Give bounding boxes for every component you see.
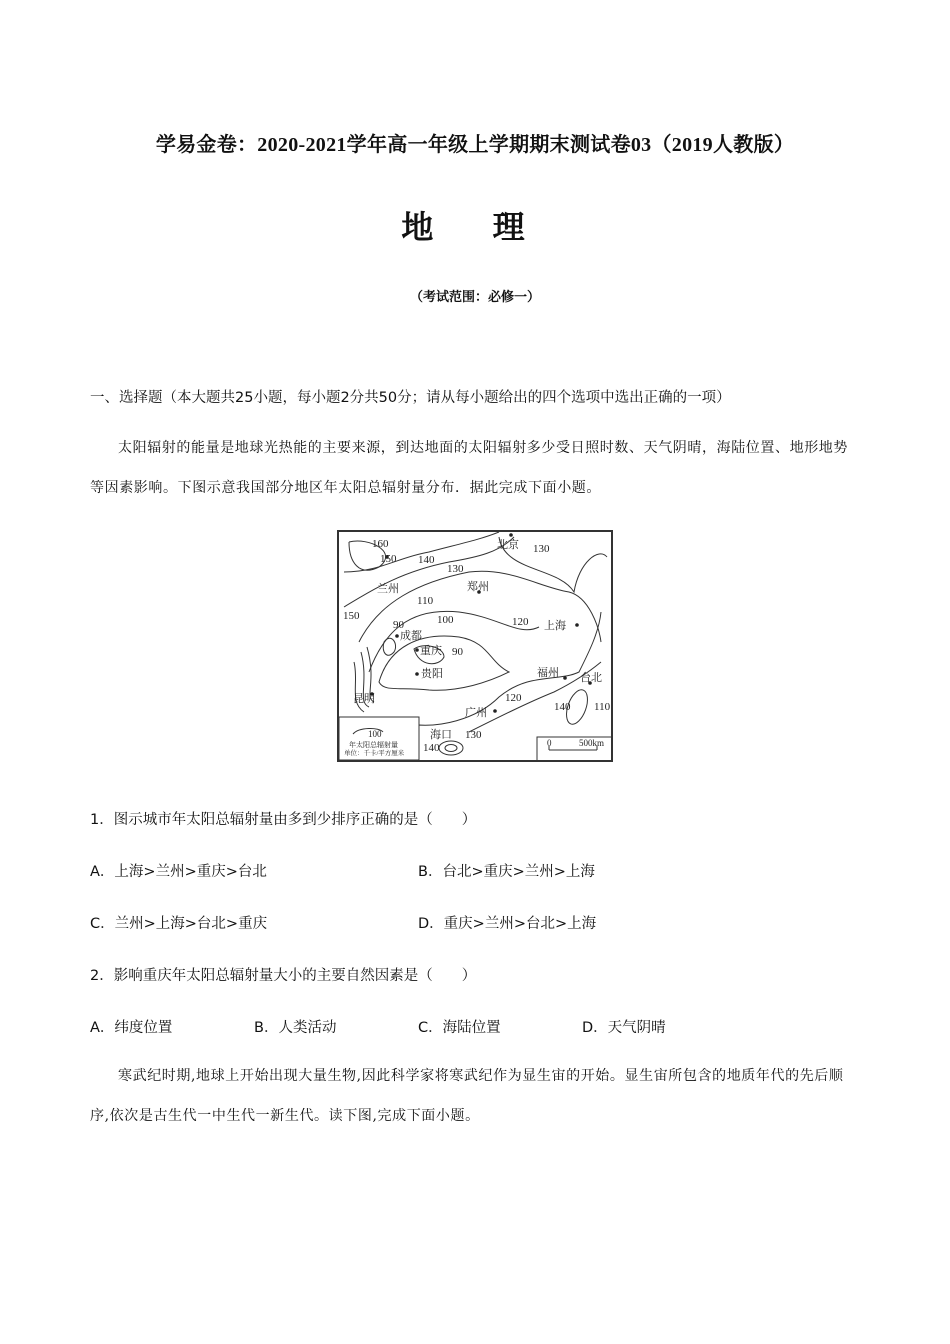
question-2-option-b: B．人类活动	[254, 1020, 337, 1036]
city-label: 北京	[497, 539, 519, 551]
solar-radiation-map	[337, 530, 613, 762]
question-1-option-c: C．兰州>上海>台北>重庆	[90, 916, 268, 932]
contour-label: 150	[380, 553, 397, 565]
exam-scope: （考试范围：必修一）	[409, 290, 540, 305]
contour-label: 100	[437, 614, 454, 626]
question-2-stem: 2．影响重庆年太阳总辐射量大小的主要自然因素是（ ）	[90, 968, 477, 984]
contour-label: 140	[554, 701, 571, 713]
city-label: 兰州	[377, 583, 399, 595]
legend-unit: 单位：千卡/平方厘米	[344, 750, 405, 757]
question-1-option-d: D．重庆>兰州>台北>上海	[418, 916, 597, 932]
contour-label: 90	[393, 619, 404, 631]
contour-label: 140	[418, 554, 435, 566]
question-2-option-c: C．海陆位置	[418, 1020, 501, 1036]
passage-1: 太阳辐射的能量是地球光热能的主要来源，到达地面的太阳辐射多少受日照时数、天气阴晴，海陆位置、地形地势等因素影响。下图示意我国部分地区年太阳总辐射量分布．据此完成下面小题。	[90, 440, 848, 496]
contour-label: 130	[447, 563, 464, 575]
city-label: 福州	[537, 667, 559, 679]
question-1-stem: 1．图示城市年太阳总辐射量由多到少排序正确的是（ ）	[90, 812, 477, 828]
contour-label: 140	[423, 742, 440, 754]
exam-title: 学易金卷：2020-2021学年高一年级上学期期末测试卷03（2019人教版）	[155, 134, 795, 156]
contour-label: 120	[512, 616, 529, 628]
contour-label: 90	[452, 646, 463, 658]
subject-title: 地 理	[401, 208, 549, 246]
question-1-option-b: B．台北>重庆>兰州>上海	[418, 864, 595, 880]
city-label: 昆明	[353, 693, 375, 705]
city-label: 广州	[465, 707, 487, 719]
passage-2: 寒武纪时期,地球上开始出现大量生物,因此科学家将寒武纪作为显生宙的开始。显生宙所包含的地质年代的先后顺序,依次是古生代一中生代一新生代。读下图,完成下面小题。	[90, 1068, 844, 1124]
question-2-option-a: A．纬度位置	[90, 1020, 173, 1036]
contour-lines	[339, 532, 611, 760]
city-label: 上海	[544, 620, 566, 632]
contour-label: 130	[465, 729, 482, 741]
contour-label: 130	[533, 543, 550, 555]
city-label: 成都	[400, 630, 422, 642]
contour-label: 150	[343, 610, 360, 622]
question-2-option-d: D．天气阴晴	[582, 1020, 666, 1036]
city-label: 海口	[430, 729, 452, 741]
section-heading: 一、选择题（本大题共25小题，每小题2分共50分；请从每小题给出的四个选项中选出正确的一项）	[90, 390, 731, 406]
contour-label: 160	[372, 538, 389, 550]
scale-zero: 0	[547, 738, 552, 748]
city-label: 台北	[580, 672, 602, 684]
city-label: 郑州	[467, 581, 489, 593]
legend-title: 年太阳总辐射量	[349, 741, 398, 749]
question-1-option-a: A．上海>兰州>重庆>台北	[90, 864, 267, 880]
scale-distance: 500km	[579, 738, 605, 748]
contour-label: 110	[594, 701, 611, 713]
contour-label: 110	[417, 595, 434, 607]
city-label: 贵阳	[421, 668, 443, 680]
legend-sample: 100	[368, 729, 382, 739]
city-label: 重庆	[420, 645, 442, 657]
contour-label: 120	[505, 692, 522, 704]
